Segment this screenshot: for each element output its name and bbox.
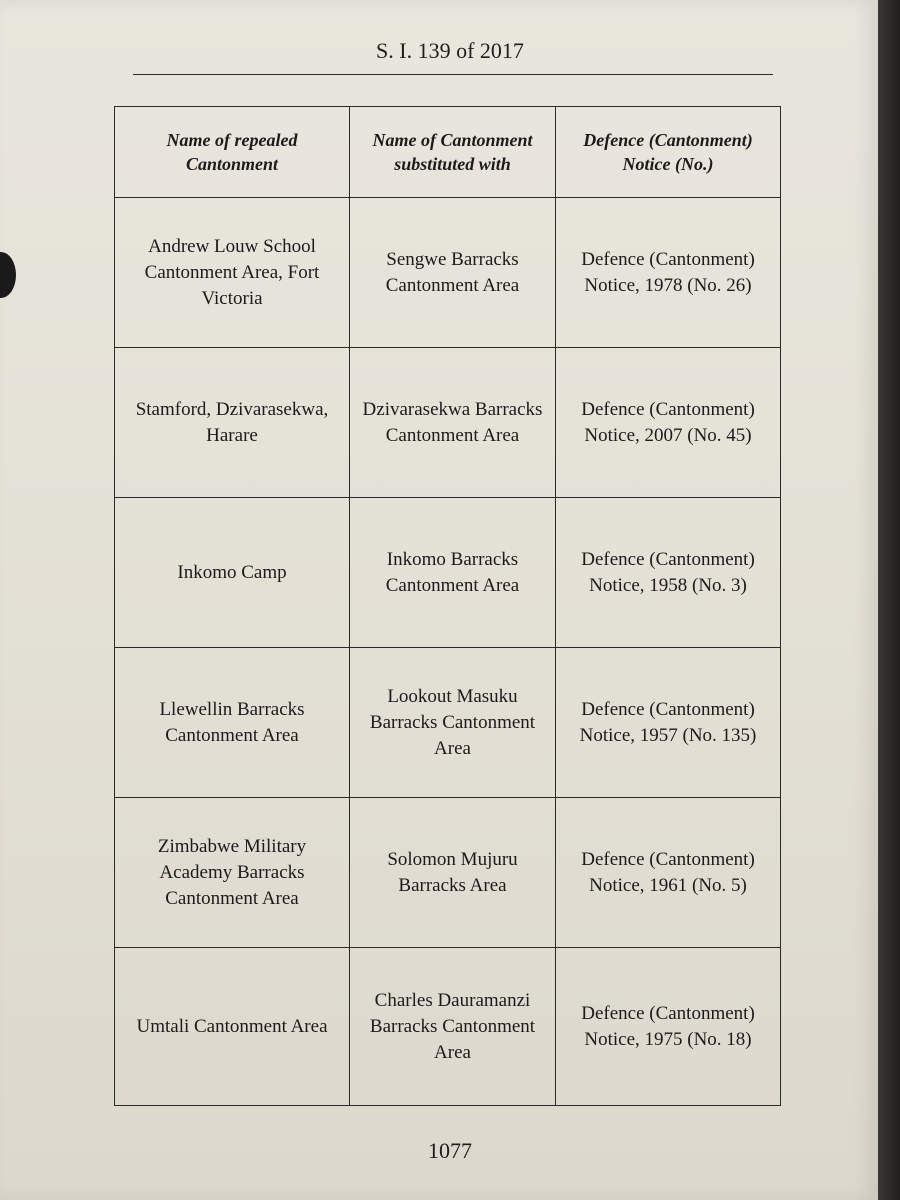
column-header-repealed: Name of repealed Cantonment (115, 107, 350, 198)
page-header: S. I. 139 of 2017 (376, 38, 524, 63)
table-row (115, 948, 781, 1106)
cell-repealed: Llewellin Barracks Cantonment Area (115, 648, 350, 798)
cell-substituted: Solomon Mujuru Barracks Area (350, 798, 556, 948)
table-row (115, 648, 781, 798)
cell-repealed: Stamford, Dzivarasekwa, Harare (115, 348, 350, 498)
column-header-notice: Defence (Cantonment) Notice (No.) (556, 107, 781, 198)
cell-notice: Defence (Cantonment) Notice, 1958 (No. 3) (556, 498, 781, 648)
cell-repealed: Umtali Cantonment Area (115, 948, 350, 1106)
column-header-substituted: Name of Cantonment substituted with (350, 107, 556, 198)
cell-substituted: Lookout Masuku Barracks Cantonment Area (350, 648, 556, 798)
cell-notice: Defence (Cantonment) Notice, 1975 (No. 18) (556, 948, 781, 1106)
cell-substituted: Sengwe Barracks Cantonment Area (350, 198, 556, 348)
cell-substituted: Charles Dauramanzi Barracks Cantonment Area (350, 948, 556, 1106)
cell-notice: Defence (Cantonment) Notice, 1978 (No. 26) (556, 198, 781, 348)
table-row (115, 198, 781, 348)
cell-notice: Defence (Cantonment) Notice, 1961 (No. 5) (556, 798, 781, 948)
page-number: 1077 (428, 1138, 472, 1163)
cell-repealed: Inkomo Camp (115, 498, 350, 648)
table-row (115, 498, 781, 648)
table-row (115, 798, 781, 948)
cantonment-table (114, 106, 781, 1106)
table-header-row (115, 107, 781, 198)
cell-repealed: Zimbabwe Military Academy Barracks Cantonment Area (115, 798, 350, 948)
cell-notice: Defence (Cantonment) Notice, 1957 (No. 135) (556, 648, 781, 798)
cell-substituted: Inkomo Barracks Cantonment Area (350, 498, 556, 648)
cell-notice: Defence (Cantonment) Notice, 2007 (No. 45) (556, 348, 781, 498)
table-row (115, 348, 781, 498)
cell-substituted: Dzivarasekwa Barracks Cantonment Area (350, 348, 556, 498)
punch-hole (0, 252, 16, 298)
cell-repealed: Andrew Louw School Cantonment Area, Fort Victoria (115, 198, 350, 348)
header-rule (133, 74, 773, 75)
desk-edge (878, 0, 900, 1200)
